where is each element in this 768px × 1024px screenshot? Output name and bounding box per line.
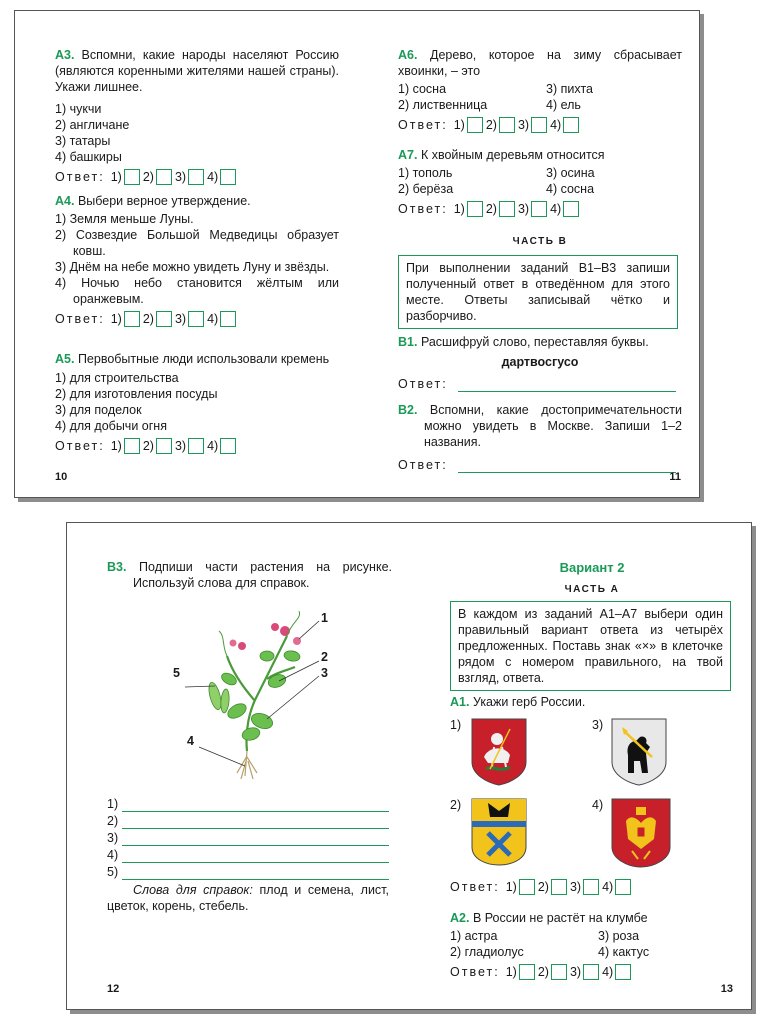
task-a7 <box>398 147 682 217</box>
answer-label: Ответ: <box>450 880 500 894</box>
task-number: В3. <box>107 560 127 574</box>
option: 2) гладиолус <box>450 945 524 959</box>
answer-row: Ответ: 1) 2) 3) 4) <box>398 201 682 217</box>
answer-lines <box>107 795 389 880</box>
option: 1) астра <box>450 929 498 943</box>
scrambled-word: дартвосгусо <box>501 355 579 369</box>
page-11 <box>358 11 701 497</box>
option: 2) берёза <box>398 182 454 196</box>
answer-line-row: 1) <box>107 795 389 812</box>
answer-line-row: 4) <box>107 846 389 863</box>
answer-checkbox-3[interactable] <box>188 169 204 185</box>
task-text: Выбери верное утверждение. <box>77 194 251 208</box>
option: 4) для добычи огня <box>55 419 167 433</box>
answer-line-row: 5) <box>107 863 389 880</box>
page-number: 13 <box>720 983 733 995</box>
answer-checkbox-4[interactable] <box>615 879 631 895</box>
option: 4) кактус <box>598 945 650 959</box>
answer-checkbox-1[interactable] <box>124 169 140 185</box>
answer-line[interactable] <box>458 380 676 392</box>
task-text: Вспомни, какие народы населяют Россию (являются коренными жителями нашей страны). Укажи лишнее. <box>55 48 339 94</box>
answer-checkbox-3[interactable] <box>188 438 204 454</box>
options-list <box>55 211 339 307</box>
task-number: А1. <box>450 695 470 709</box>
variant-title: Вариант 2 <box>559 560 625 575</box>
task-b2 <box>398 402 682 473</box>
task-number: В1. <box>398 335 418 349</box>
task-a6 <box>398 47 682 133</box>
task-text: Первобытные люди использовали кремень <box>77 352 330 366</box>
answer-row: Ответ: 1) 2) 3) 4) <box>398 117 682 133</box>
answer-checkbox-4[interactable] <box>615 964 631 980</box>
option: 4) Ночью небо становится жёлтым или оранжевым. <box>55 276 339 306</box>
orenburg-coat-of-arms[interactable] <box>470 797 528 867</box>
answer-checkbox-3[interactable] <box>583 879 599 895</box>
answer-checkbox-2[interactable] <box>499 117 515 133</box>
option: 2) для изготовления посуды <box>55 387 218 401</box>
top-spread <box>14 10 700 498</box>
hint-words <box>107 882 389 914</box>
answer-checkbox-4[interactable] <box>220 169 236 185</box>
answer-label: Ответ: <box>398 458 448 472</box>
task-a2 <box>450 910 734 980</box>
page-12 <box>67 523 410 1009</box>
task-a1 <box>450 694 734 710</box>
answer-checkbox-1[interactable] <box>519 964 535 980</box>
answer-checkbox-2[interactable] <box>551 964 567 980</box>
option: 1) Земля меньше Луны. <box>55 212 194 226</box>
tendrils <box>219 611 300 656</box>
figure-label-3: 3 <box>321 666 328 680</box>
option: 3) пихта <box>546 82 593 96</box>
options-grid <box>398 81 682 113</box>
answer-label: Ответ: <box>55 312 105 326</box>
pea-plant-illustration <box>167 601 347 781</box>
answer-line-4[interactable] <box>122 851 389 863</box>
option: 3) татары <box>55 134 111 148</box>
answer-line-3[interactable] <box>122 834 389 846</box>
option: 1) для строительства <box>55 371 179 385</box>
answer-checkbox-1[interactable] <box>467 201 483 217</box>
option: 2) лиственница <box>398 98 488 112</box>
russia-coat-of-arms[interactable] <box>610 797 672 869</box>
option: 3) для поделок <box>55 403 142 417</box>
figure-label-2: 2 <box>321 650 328 664</box>
answer-checkbox-2[interactable] <box>156 438 172 454</box>
answer-checkbox-4[interactable] <box>563 201 579 217</box>
answer-checkbox-1[interactable] <box>467 117 483 133</box>
leaves <box>220 650 301 742</box>
option: 1) чукчи <box>55 102 102 116</box>
answer-checkbox-2[interactable] <box>499 201 515 217</box>
answer-line-row: 2) <box>107 812 389 829</box>
task-a3 <box>55 47 339 185</box>
option: 3) Днём на небе можно увидеть Луну и звёзды. <box>55 260 330 274</box>
answer-line[interactable] <box>458 461 676 473</box>
answer-row: Ответ: 1) 2) 3) 4) <box>55 438 339 454</box>
moscow-coat-of-arms[interactable] <box>470 717 528 787</box>
answer-checkbox-3[interactable] <box>531 201 547 217</box>
answer-label: Ответ: <box>55 439 105 453</box>
figure-label-1: 1 <box>321 611 328 625</box>
answer-line-row <box>398 457 676 473</box>
task-a5 <box>55 351 339 454</box>
answer-checkbox-2[interactable] <box>551 879 567 895</box>
answer-row: Ответ: 1) 2) 3) 4) <box>450 964 734 980</box>
hint-text: плод и семена, лист, цветок, корень, стебель. <box>107 883 389 913</box>
task-text: В России не растёт на клумбе <box>472 911 648 925</box>
answer-row: Ответ: 1) 2) 3) 4) <box>55 311 339 327</box>
task-text: Вспомни, какие достопримечательности можно увидеть в Москве. Запиши 1–2 названия. <box>424 403 682 449</box>
flowers <box>230 623 302 650</box>
answer-label: Ответ: <box>398 377 448 391</box>
bottom-spread <box>66 522 752 1010</box>
options-grid <box>450 928 734 960</box>
page-number: 10 <box>55 471 68 483</box>
page-number: 11 <box>669 471 681 483</box>
answer-checkbox-4[interactable] <box>220 438 236 454</box>
task-text: Подпиши части растения на рисунке. Используй слова для справок. <box>133 560 392 590</box>
option: 3) осина <box>546 166 595 180</box>
answer-checkbox-1[interactable] <box>124 311 140 327</box>
task-b3 <box>107 559 392 591</box>
task-text: Дерево, которое на зиму сбрасывает хвоинки, – это <box>398 48 682 78</box>
yaroslavl-coat-of-arms[interactable] <box>610 717 668 787</box>
options-grid <box>398 165 682 197</box>
answer-line-row: 3) <box>107 829 389 846</box>
answer-line-2[interactable] <box>122 817 389 829</box>
answer-label: Ответ: <box>450 965 500 979</box>
options-list <box>55 101 339 165</box>
option: 4) сосна <box>546 182 595 196</box>
answer-label: Ответ: <box>398 202 448 216</box>
figure-label-5: 5 <box>173 666 180 680</box>
option: 1) тополь <box>398 166 453 180</box>
options-list <box>55 370 339 434</box>
task-a1-answer <box>450 875 734 895</box>
answer-label: Ответ: <box>398 118 448 132</box>
answer-line-row <box>398 376 676 392</box>
answer-checkbox-3[interactable] <box>583 964 599 980</box>
answer-checkbox-3[interactable] <box>531 117 547 133</box>
option: 4) башкиры <box>55 150 122 164</box>
option: 2) Созвездие Большой Медведицы образует ковш. <box>55 228 339 258</box>
task-b1 <box>398 334 682 392</box>
option: 2) англичане <box>55 118 130 132</box>
answer-checkbox-1[interactable] <box>519 879 535 895</box>
instruction-box: При выполнении заданий В1–В3 запиши полученный ответ в отведённом для этого месте. Ответы записывай чётко и разборчиво. <box>398 255 678 329</box>
answer-checkbox-3[interactable] <box>188 311 204 327</box>
option: 1) сосна <box>398 82 447 96</box>
task-number: А7. <box>398 148 418 162</box>
task-text: Расшифруй слово, переставляя буквы. <box>420 335 649 349</box>
page-10 <box>15 11 358 497</box>
task-number: В2. <box>398 403 418 417</box>
answer-checkbox-1[interactable] <box>124 438 140 454</box>
page-number: 12 <box>107 983 120 995</box>
roots <box>237 751 257 779</box>
task-number: А5. <box>55 352 75 366</box>
answer-row: Ответ: 1) 2) 3) 4) <box>55 169 339 185</box>
answer-line-5[interactable] <box>122 868 389 880</box>
answer-checkbox-2[interactable] <box>156 311 172 327</box>
task-a4 <box>55 193 339 327</box>
part-title: ЧАСТЬ А <box>564 584 620 595</box>
instruction-box: В каждом из заданий А1–А7 выбери один правильный вариант ответа из четырёх предложенных. Поставь знак «×» в клеточке рядом с номером правильного, на твой взгляд, ответа. <box>450 601 731 691</box>
part-title: ЧАСТЬ В <box>512 236 568 247</box>
answer-checkbox-4[interactable] <box>220 311 236 327</box>
task-text: Укажи герб России. <box>472 695 586 709</box>
answer-checkbox-4[interactable] <box>563 117 579 133</box>
task-number: А2. <box>450 911 470 925</box>
answer-checkbox-2[interactable] <box>156 169 172 185</box>
option: 3) роза <box>598 929 640 943</box>
option: 4) ель <box>546 98 581 112</box>
task-number: А3. <box>55 48 75 62</box>
hint-label: Слова для справок: <box>133 883 253 897</box>
answer-row: Ответ: 1) 2) 3) 4) <box>450 879 734 895</box>
page-13: Вариант 2 ЧАСТЬ А В каждом из заданий А1–А7 выбери один правильный вариант ответа из четырёх предложенных. Поставь знак «×» в клеточке рядом с номером правильного, на твой взгляд, ответа. А1. Укажи герб России. 1) 3) 2) 4) Ответ: 1) 2) 3) 4) А2. В России не растёт на клумбе 1) астра 3) роза 2) гладиолус 4) кактус Ответ: 1) 2) 3) 4) 13 <box>450 560 733 995</box>
answer-line-1[interactable] <box>122 800 389 812</box>
task-text: К хвойным деревьям относится <box>420 148 605 162</box>
answer-label: Ответ: <box>55 170 105 184</box>
task-number: А6. <box>398 48 418 62</box>
figure-label-4: 4 <box>187 734 194 748</box>
task-number: А4. <box>55 194 75 208</box>
